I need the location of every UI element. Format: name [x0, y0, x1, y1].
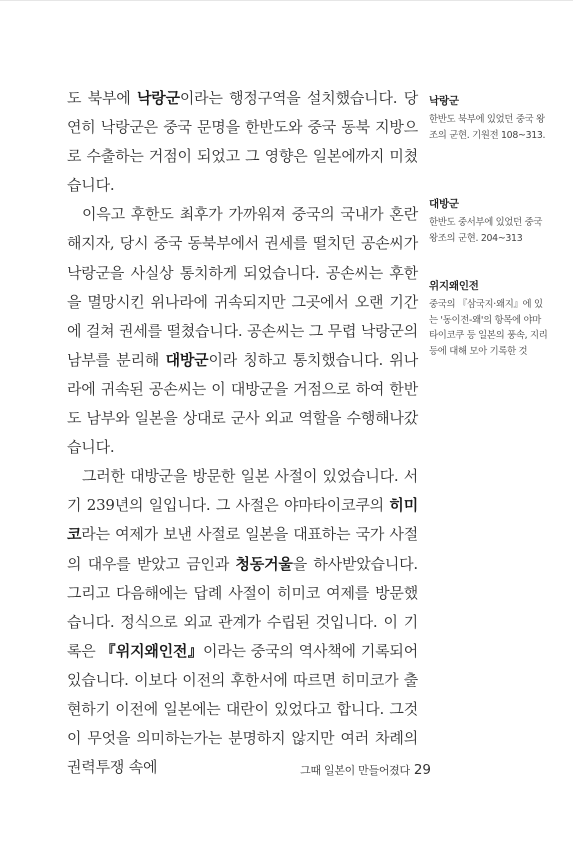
- text-run: 이라는 중국의 역사책에 기록되어 있습니다. 이보다 이전의 후한서에 따르면 히미코가 출현하기 이전에 일본에는 대란이 있었다고 합니다. 그것이 무엇을 의미하는가는 분명하지 않지만 여러 차례의 권력투쟁 속에: [67, 641, 418, 777]
- paragraph: [67, 84, 418, 200]
- margin-note-wijiwaeinjeon: [429, 278, 549, 360]
- highlighted-term: 대방군: [165, 350, 209, 369]
- highlighted-term: 낙랑군: [136, 89, 180, 107]
- margin-note-nakranggun: [429, 93, 549, 143]
- top-edge-rule: [0, 0, 573, 1]
- margin-note-body: 한반도 북부에 있었던 중국 왕조의 군현. 기원전 108~313.: [429, 114, 546, 141]
- running-title: 그때 일본이 만들어졌다: [300, 764, 410, 777]
- margin-note-daebanggun: [429, 196, 549, 246]
- text-run: 도 북부에: [67, 89, 137, 107]
- margin-note-body: 중국의 『삼국지·왜지』에 있는 '동이전-왜'의 항목에 야마타이코쿠 등 일본의 풍속, 지리 등에 대해 모아 기록한 것: [429, 299, 548, 358]
- text-run: 이라는 행정구역을 설치했습니다. 당연히 낙랑군은 중국 문명을 한반도와 중국 동북 지방으로 수출하는 거점이 되었고 그 영향은 일본에까지 미쳤습니다.: [67, 89, 419, 195]
- paragraph: [67, 462, 418, 782]
- margin-note-title: 낙랑군: [429, 95, 459, 107]
- page-footer: [300, 759, 431, 778]
- text-run: 이라 칭하고 통치했습니다. 위나라에 귀속된 공손씨는 이 대방군을 거점으로 하여 한반도 남부와 일본을 상대로 군사 외교 역할을 수행해나갔습니다.: [67, 350, 418, 457]
- margin-note-body: 한반도 중서부에 있었던 중국 왕조의 군현. 204~313: [429, 217, 543, 244]
- margin-note-title: 대방군: [429, 198, 459, 210]
- text-run: 그러한 대방군을 방문한 일본 사절이 있었습니다. 서기 239년의 일입니다. 그 사절은 야마타이코쿠의: [67, 467, 418, 515]
- text-run: 을 하사받았습니다. 그리고 다음해에는 답례 사절이 히미코 여제를 방문했습니다. 정식으로 외교 관계가 수립된 것입니다. 이 기록은: [67, 554, 418, 660]
- text-run: 라는 여제가 보낸 사절로 일본을 대표하는 국가 사절의 대우를 받았고 금인과: [67, 525, 418, 573]
- highlighted-term: 『위지왜인전』: [100, 641, 203, 660]
- text-run: 이윽고 후한도 최후가 가까워져 중국의 국내가 혼란해지자, 당시 중국 동북부에서 권세를 떨치던 공손씨가 낙랑군을 사실상 통치하게 되었습니다. 공손씨는 후한을 멸망시킨 위나라에 귀속되지만 그곳에서 오랜 기간에 걸쳐 권세를 떨쳤습니다. 공손씨는 그 무렵 낙랑군의 남부를 분리해: [67, 205, 418, 369]
- highlighted-term: 청동거울: [235, 554, 293, 573]
- page-number: 29: [413, 762, 431, 778]
- margin-note-title: 위지왜인전: [429, 280, 479, 292]
- highlighted-term: 히미코: [67, 496, 418, 544]
- paragraph: [67, 200, 418, 462]
- body-text: [67, 84, 418, 782]
